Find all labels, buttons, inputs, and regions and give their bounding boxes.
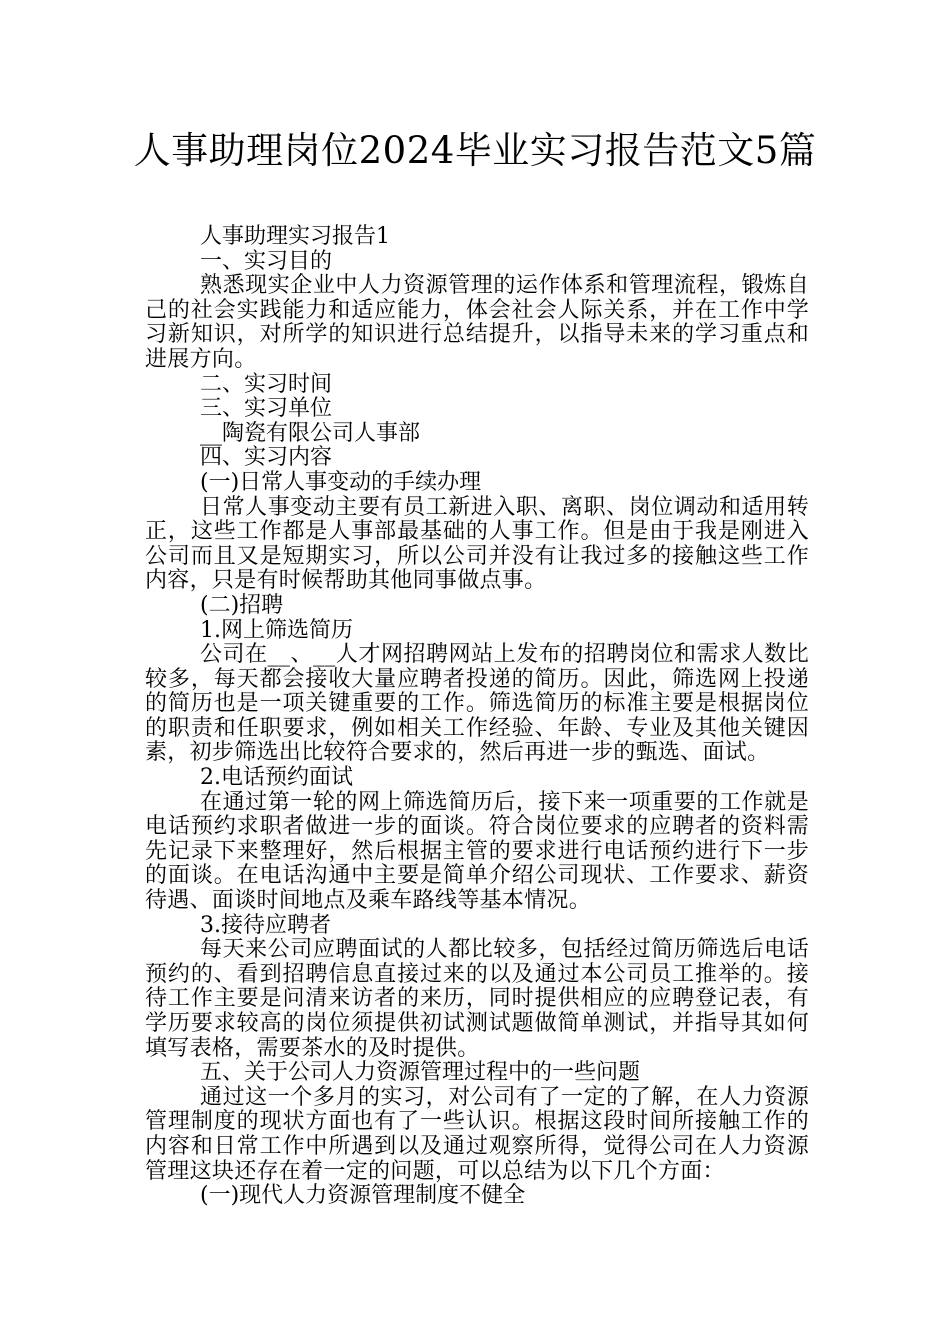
section-heading: 一、实习目的 (200, 248, 333, 274)
body-paragraph: 日常人事变动主要有员工新进入职、离职、岗位调动和适用转正，这些工作都是人事部最基础的人事工作。但是由于我是刚进入公司而且又是短期实习，所以公司并没有让我过多的接触这些工作内容，只是有时候帮助其他同事做点事。 (145, 494, 809, 594)
body-paragraph: 熟悉现实企业中人力资源管理的运作体系和管理流程，锻炼自己的社会实践能力和适应能力，体会社会人际关系，并在工作中学习新知识，对所学的知识进行总结提升，以指导未来的学习重点和进展方向。 (145, 273, 809, 372)
body-paragraph: 公司在__、__人才网招聘网站上发布的招聘岗位和需求人数比较多，每天都会接收大量应聘者投递的简历。因此，筛选网上投递的简历也是一项关键重要的工作。筛选简历的标准主要是根据岗位的职责和任职要求，例如相关工作经验、年龄、专业及其他关键因素，初步筛选出比较符合要求的，然后再进一步的甄选、面试。 (145, 642, 809, 766)
section-heading: (一)现代人力资源管理制度不健全 (200, 1183, 526, 1209)
body-paragraph: 在通过第一轮的网上筛选简历后，接下来一项重要的工作就是电话预约求职者做进一步的面谈。符合岗位要求的应聘者的资料需先记录下来整理好，然后根据主管的要求进行电话预约进行下一步的面谈。在电话沟通中主要是简单介绍公司现状、工作要求、薪资待遇、面谈时间地点及乘车路线等基本情况。 (145, 789, 809, 914)
body-paragraph: 每天来公司应聘面试的人都比较多，包括经过简历筛选后电话预约的、看到招聘信息直接过来的以及通过本公司员工推举的。接待工作主要是问清来访者的来历，同时提供相应的应聘登记表，有学历要求较高的岗位须提供初试测试题做简单测试，并指导其如何填写表格，需要茶水的及时提供。 (145, 937, 809, 1061)
section-heading: 3.接待应聘者 (200, 912, 331, 938)
section-heading: 三、实习单位 (200, 396, 333, 422)
section-heading: (二)招聘 (200, 592, 284, 618)
document-body (145, 225, 809, 1209)
body-paragraph: 通过这一个多月的实习，对公司有了一定的了解，在人力资源管理制度的现状方面也有了一些认识。根据这段时间所接触工作的内容和日常工作中所遇到以及通过观察所得，觉得公司在人力资源管理这块还存在着一定的问题，可以总结为以下几个方面： (145, 1084, 809, 1184)
section-heading: __陶瓷有限公司人事部 (200, 420, 421, 446)
section-heading: 四、实习内容 (200, 445, 333, 471)
section-heading: 二、实习时间 (200, 371, 333, 397)
section-heading: 2.电话预约面试 (200, 765, 353, 791)
section-heading: 五、关于公司人力资源管理过程中的一些问题 (200, 1060, 641, 1086)
document-title: 人事助理岗位2024毕业实习报告范文5篇 (133, 129, 817, 172)
section-heading: (一)日常人事变动的手续办理 (200, 469, 482, 495)
section-heading: 人事助理实习报告1 (200, 224, 390, 249)
section-heading: 1.网上筛选简历 (200, 617, 353, 643)
